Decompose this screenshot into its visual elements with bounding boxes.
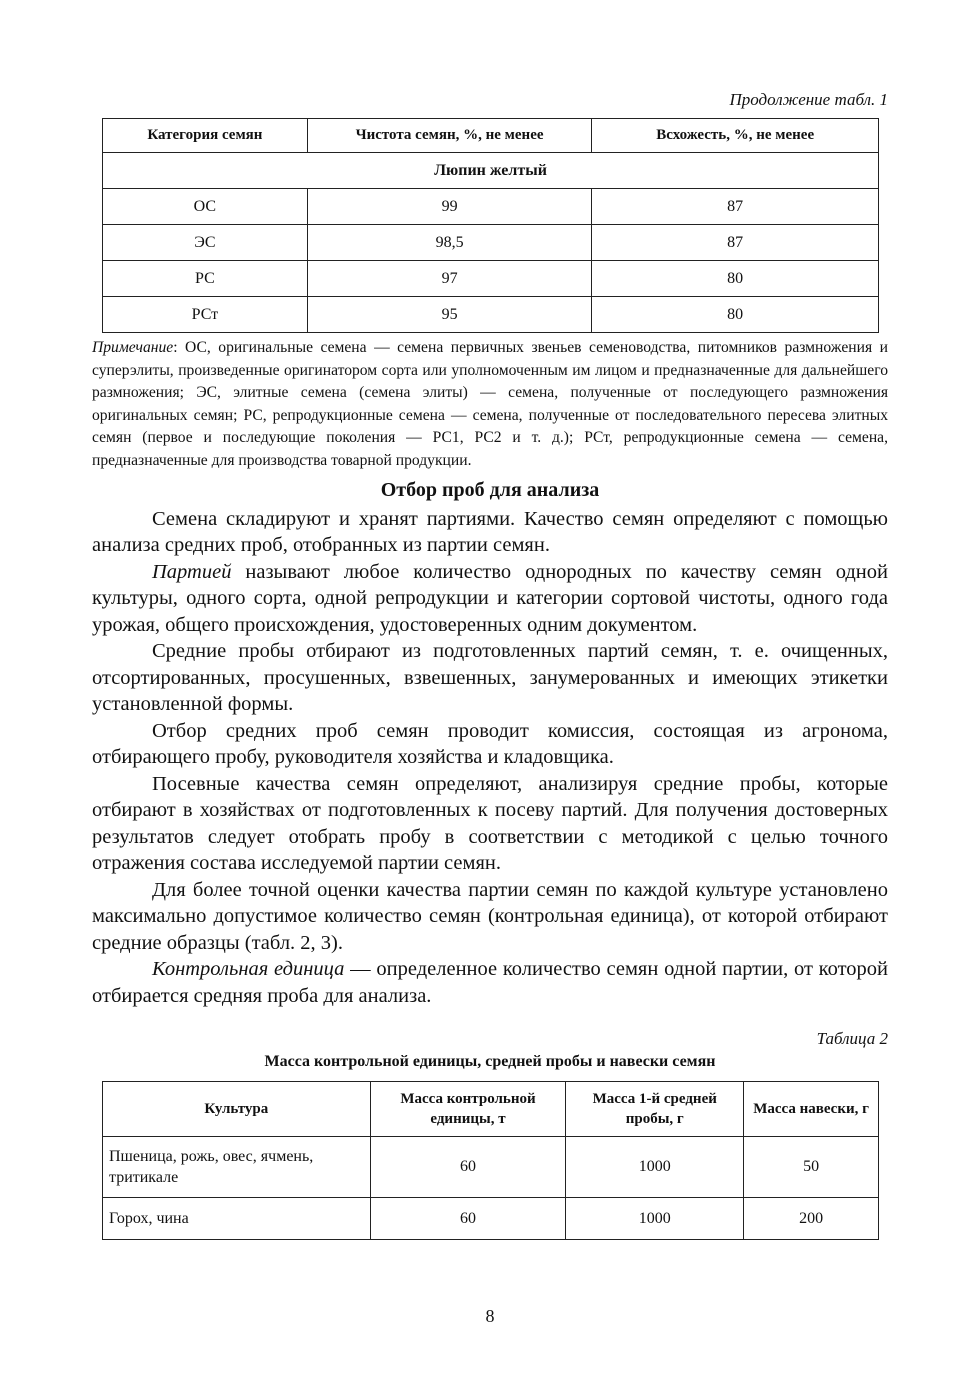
paragraph: Посевные качества семян определяют, анализируя средние пробы, которые отбирают в хозяйствах от подготовленных к посеву партий. Для получения достоверных результатов следует отобрать пробу в соответствии с методикой с целью точного отражения состава исследуемой партии семян. xyxy=(92,772,888,875)
cell-category: ЭС xyxy=(103,225,308,261)
paragraph: Отбор средних проб семян проводит комиссия, состоящая из агронома, отбирающего пробу, руководителя хозяйства и кладовщика. xyxy=(92,719,888,769)
table-group-row xyxy=(103,153,879,189)
header-seed-purity: Чистота семян, %, не менее xyxy=(307,119,592,153)
header-weighed-portion: Масса навески, г xyxy=(744,1082,879,1137)
cell-sample-mass: 1000 xyxy=(566,1198,744,1240)
cell-category: РС xyxy=(103,261,308,297)
page-number: 8 xyxy=(485,1306,495,1326)
term-control-unit: Контрольная единица xyxy=(152,958,345,981)
paragraph-text: — определенное количество семян одной партии, от которой отбирается средняя проба для анализа. xyxy=(92,958,888,1007)
seed-quality-table xyxy=(102,118,879,333)
header-sample-mass: Масса 1-й средней пробы, г xyxy=(566,1082,744,1137)
header-germination: Всхожесть, %, не менее xyxy=(592,119,879,153)
table-row xyxy=(103,297,879,333)
table2-label: Таблица 2 xyxy=(816,1029,888,1049)
cell-control-unit-mass: 60 xyxy=(370,1198,566,1240)
cell-control-unit-mass: 60 xyxy=(370,1137,566,1198)
table1-continuation-label: Продолжение табл. 1 xyxy=(729,90,888,109)
cell-purity: 99 xyxy=(307,189,592,225)
cell-category: РСт xyxy=(103,297,308,333)
paragraph: Семена складируют и хранят партиями. Качество семян определяют с помощью анализа средних проб, отобранных из партии семян. xyxy=(92,507,888,557)
table-row xyxy=(103,1198,879,1240)
table-header-row xyxy=(103,1082,879,1137)
header-control-unit-mass: Масса контрольной единицы, т xyxy=(370,1082,566,1137)
page-content xyxy=(92,90,888,1240)
term-batch: Партией xyxy=(152,560,232,583)
table-row xyxy=(103,225,879,261)
cell-sample-mass: 1000 xyxy=(566,1137,744,1198)
header-crop: Культура xyxy=(103,1082,371,1137)
cell-purity: 97 xyxy=(307,261,592,297)
paragraph: Средние пробы отбирают из подготовленных партий семян, т. е. очищенных, отсортированных, просушенных, взвешенных, занумерованных и имеющих этикетки установленной формы. xyxy=(92,640,888,716)
cell-category: ОС xyxy=(103,189,308,225)
table-row xyxy=(103,1137,879,1198)
cell-weighed-portion: 50 xyxy=(744,1137,879,1198)
group-lupin-yellow: Люпин желтый xyxy=(103,153,879,189)
section-title: Отбор проб для анализа xyxy=(380,478,600,501)
cell-germination: 87 xyxy=(592,189,879,225)
cell-weighed-portion: 200 xyxy=(744,1198,879,1240)
cell-crop: Горох, чина xyxy=(103,1198,371,1240)
cell-purity: 95 xyxy=(307,297,592,333)
paragraph: Для более точной оценки качества партии семян по каждой культуре установлено максимально допустимое количество семян (контрольная единица), от которой отбирают средние образцы (табл. 2, 3). xyxy=(92,878,888,954)
table-row xyxy=(103,261,879,297)
table-row xyxy=(103,189,879,225)
paragraph xyxy=(92,956,888,1009)
cell-germination: 80 xyxy=(592,297,879,333)
cell-germination: 80 xyxy=(592,261,879,297)
note-text: : ОС, оригинальные семена — семена первичных звеньев семеноводства, питомников размножения и суперэлиты, произведенные оригинатором сорта или уполномоченным им лицом и предназначенные для дальнейшего размножения; ЭС, элитные семена (семена элиты) — семена, полученные от последующего размножения оригинальных семян; РС, репродукционные семена — семена, полученные от последовательного пересева элитных семян (первое и последующие поколения — РС1, РС2 и т. д.); РСт, репродукционные семена — семена, предназначенные для производства товарной продукции. xyxy=(92,339,888,469)
header-seed-category: Категория семян xyxy=(103,119,308,153)
table-header-row xyxy=(103,119,879,153)
paragraph xyxy=(92,559,888,639)
cell-purity: 98,5 xyxy=(307,225,592,261)
paragraph-text: называют любое количество однородных по качеству семян одной культуры, одного сорта, одной репродукции и категории сортовой чистоты, одного года урожая, общего происхождения, удостоверенных одним документом. xyxy=(92,560,888,636)
cell-germination: 87 xyxy=(592,225,879,261)
sample-mass-table xyxy=(102,1081,879,1240)
table-note xyxy=(92,337,888,473)
cell-crop: Пшеница, рожь, овес, ячмень, тритикале xyxy=(103,1137,371,1198)
table2-title: Масса контрольной единицы, средней пробы и навески семян xyxy=(264,1053,716,1071)
note-label: Примечание xyxy=(92,339,174,356)
